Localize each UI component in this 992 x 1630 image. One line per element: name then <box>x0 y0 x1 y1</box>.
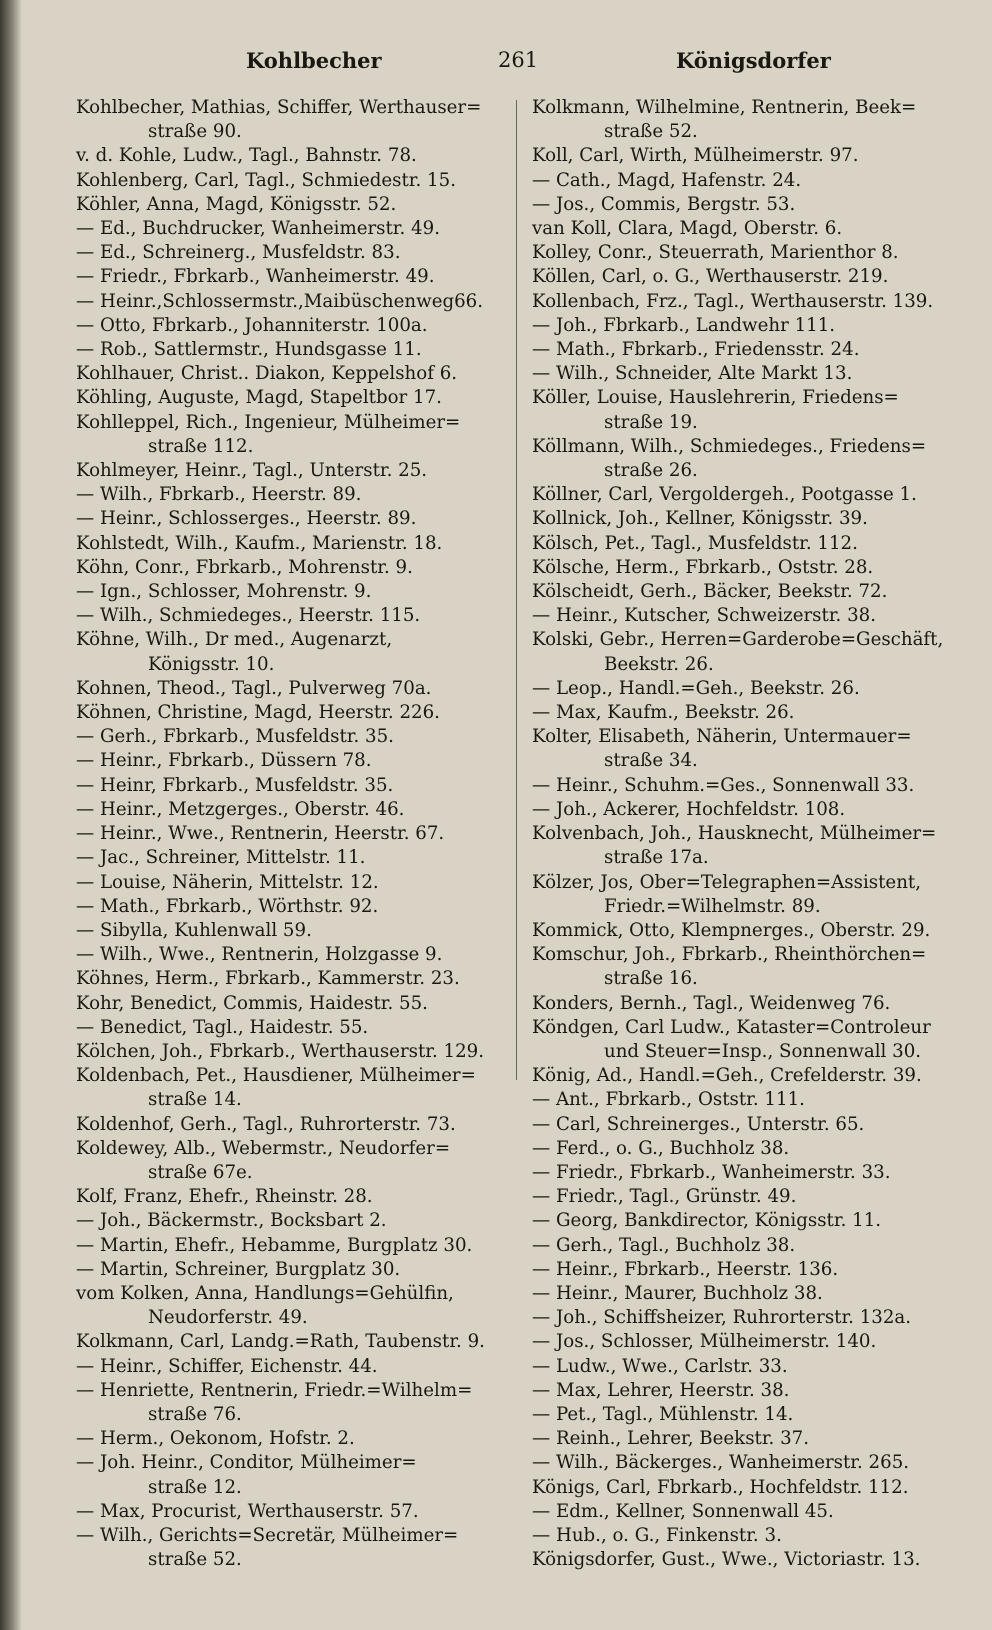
entry-continuation: straße 52. <box>148 1549 242 1571</box>
directory-entry <box>532 314 962 338</box>
directory-entry <box>532 1209 962 1233</box>
right-column <box>532 96 962 1572</box>
directory-entry <box>532 871 962 919</box>
entry-line: — Heinr., Schlosserges., Heerstr. 89. <box>76 508 417 530</box>
entry-line: — Wilh., Wwe., Rentnerin, Holzgasse 9. <box>76 944 443 966</box>
directory-entry <box>76 1282 506 1330</box>
directory-entry <box>76 1379 506 1427</box>
entry-line: — Math., Fbrkarb., Friedensstr. 24. <box>532 339 860 361</box>
directory-entry <box>532 701 962 725</box>
entry-line: — Cath., Magd, Hafenstr. 24. <box>532 169 802 191</box>
directory-entry <box>532 1161 962 1185</box>
entry-line: — Otto, Fbrkarb., Johanniterstr. 100a. <box>76 314 428 336</box>
entry-continuation: straße 34. <box>604 750 698 772</box>
entry-line: — Sibylla, Kuhlenwall 59. <box>76 919 312 941</box>
directory-entry <box>76 846 506 870</box>
directory-entry <box>532 604 962 628</box>
entry-continuation: Beekstr. 26. <box>604 653 714 675</box>
directory-entry <box>532 1016 962 1064</box>
directory-entry <box>532 774 962 798</box>
entry-line: — Martin, Schreiner, Burgplatz 30. <box>76 1258 401 1280</box>
header-last-name: Königsdorfer <box>676 48 831 73</box>
directory-entry <box>76 1524 506 1572</box>
entry-line: — Friedr., Fbrkarb., Wanheimerstr. 33. <box>532 1161 891 1183</box>
entry-line: — Joh., Fbrkarb., Landwehr 111. <box>532 314 836 336</box>
entry-line: — Wilh., Fbrkarb., Heerstr. 89. <box>76 484 362 506</box>
entry-line: Köndgen, Carl Ludw., Kataster=Controleur <box>532 1016 931 1038</box>
entry-line: Kölzer, Jos, Ober=Telegraphen=Assistent, <box>532 871 921 893</box>
directory-entry <box>76 895 506 919</box>
directory-entry <box>76 628 506 676</box>
directory-entry <box>532 1355 962 1379</box>
entry-line: — Wilh., Bäckerges., Wanheimerstr. 265. <box>532 1452 910 1474</box>
directory-entry <box>76 798 506 822</box>
directory-entry <box>76 1355 506 1379</box>
directory-entry <box>76 338 506 362</box>
entry-line: Kohlbecher, Mathias, Schiffer, Werthauser= <box>76 97 482 118</box>
entry-continuation: straße 52. <box>604 121 698 143</box>
entry-continuation: straße 112. <box>148 435 254 457</box>
entry-line: Köhnen, Christine, Magd, Heerstr. 226. <box>76 702 440 724</box>
entry-line: — Wilh., Schmiedeges., Heerstr. 115. <box>76 605 421 627</box>
entry-line: — Ed., Buchdrucker, Wanheimerstr. 49. <box>76 218 440 240</box>
entry-continuation: Neudorferstr. 49. <box>148 1307 308 1329</box>
directory-entry <box>532 532 962 556</box>
directory-entry <box>76 701 506 725</box>
entry-line: — Herm., Oekonom, Hofstr. 2. <box>76 1428 355 1450</box>
directory-entry <box>76 1113 506 1137</box>
directory-entry <box>76 1137 506 1185</box>
entry-line: — Heinr., Kutscher, Schweizerstr. 38. <box>532 605 876 627</box>
entry-line: — Reinh., Lehrer, Beekstr. 37. <box>532 1428 810 1450</box>
directory-entry <box>532 169 962 193</box>
directory-entry <box>532 435 962 483</box>
entry-line: — Wilh., Gerichts=Secretär, Mülheimer= <box>76 1524 459 1546</box>
directory-entry <box>532 1185 962 1209</box>
entry-line: — Heinr., Schuhm.=Ges., Sonnenwall 33. <box>532 774 915 796</box>
entry-line: Koldenhof, Gerh., Tagl., Ruhrorterstr. 73. <box>76 1113 456 1135</box>
directory-entry <box>532 1524 962 1548</box>
entry-line: — Joh., Bäckermstr., Bocksbart 2. <box>76 1210 387 1232</box>
directory-entry <box>76 483 506 507</box>
entry-line: — Heinr., Metzgerges., Oberstr. 46. <box>76 798 405 820</box>
directory-entry <box>532 144 962 168</box>
entry-line: — Jos., Schlosser, Mülheimerstr. 140. <box>532 1331 877 1353</box>
entry-line: — Heinr., Schiffer, Eichenstr. 44. <box>76 1355 378 1377</box>
directory-entry <box>532 1500 962 1524</box>
directory-entry <box>76 459 506 483</box>
directory-entry <box>532 1306 962 1330</box>
entry-line: Köhn, Conr., Fbrkarb., Mohrenstr. 9. <box>76 556 413 578</box>
entry-line: Koll, Carl, Wirth, Mülheimerstr. 97. <box>532 145 859 167</box>
directory-entry <box>532 362 962 386</box>
column-divider <box>516 100 517 1080</box>
entry-line: Kohnen, Theod., Tagl., Pulverweg 70a. <box>76 677 432 699</box>
directory-entry <box>532 290 962 314</box>
directory-entry <box>76 1500 506 1524</box>
entry-continuation: straße 16. <box>604 968 698 990</box>
page-edge-shadow <box>0 0 22 1630</box>
entry-line: Kölsch, Pet., Tagl., Musfeldstr. 112. <box>532 532 858 554</box>
entry-line: — Heinr., Fbrkarb., Düssern 78. <box>76 750 372 772</box>
entry-line: — Henriette, Rentnerin, Friedr.=Wilhelm= <box>76 1379 473 1401</box>
entry-line: Kölsche, Herm., Fbrkarb., Oststr. 28. <box>532 556 874 578</box>
directory-entry <box>76 217 506 241</box>
entry-line: König, Ad., Handl.=Geh., Crefelderstr. 39. <box>532 1065 922 1087</box>
directory-entry <box>532 1258 962 1282</box>
directory-entry <box>532 677 962 701</box>
directory-entry <box>76 1016 506 1040</box>
entry-continuation: straße 76. <box>148 1403 242 1425</box>
entry-line: — Heinr.,Schlossermstr.,Maibüschenweg66. <box>76 290 484 312</box>
entry-line: — Louise, Näherin, Mittelstr. 12. <box>76 871 379 893</box>
page-number: 261 <box>498 48 539 72</box>
entry-line: Kohlhauer, Christ.. Diakon, Keppelshof 6. <box>76 363 458 385</box>
directory-entry <box>76 362 506 386</box>
directory-entry <box>532 507 962 531</box>
directory-entry <box>532 1234 962 1258</box>
directory-entry <box>532 1476 962 1500</box>
entry-line: — Ferd., o. G., Buchholz 38. <box>532 1137 790 1159</box>
directory-entry <box>76 919 506 943</box>
entry-line: — Heinr., Wwe., Rentnerin, Heerstr. 67. <box>76 823 445 845</box>
entry-line: — Wilh., Schneider, Alte Markt 13. <box>532 363 853 385</box>
directory-entry <box>532 798 962 822</box>
entry-continuation: und Steuer=Insp., Sonnenwall 30. <box>604 1040 922 1062</box>
entry-continuation: Königsstr. 10. <box>148 653 275 675</box>
entry-line: — Georg, Bankdirector, Königsstr. 11. <box>532 1210 882 1232</box>
entry-line: — Joh., Schiffsheizer, Ruhrorterstr. 132a. <box>532 1307 912 1329</box>
directory-entry <box>532 1330 962 1354</box>
entry-line: Kohlstedt, Wilh., Kaufm., Marienstr. 18. <box>76 532 443 554</box>
entry-line: Kollenbach, Frz., Tagl., Werthauserstr. 139. <box>532 290 934 312</box>
entry-line: — Jos., Commis, Bergstr. 53. <box>532 193 796 215</box>
directory-entry <box>76 992 506 1016</box>
entry-line: — Ign., Schlosser, Mohrenstr. 9. <box>76 581 372 603</box>
entry-line: — Friedr., Tagl., Grünstr. 49. <box>532 1186 797 1208</box>
directory-entry <box>532 217 962 241</box>
directory-entry <box>532 1379 962 1403</box>
directory-entry <box>76 725 506 749</box>
directory-entry <box>76 386 506 410</box>
directory-entry <box>76 265 506 289</box>
directory-entry <box>76 822 506 846</box>
entry-line: Köllner, Carl, Vergoldergeh., Pootgasse 1. <box>532 484 917 506</box>
entry-line: Kohr, Benedict, Commis, Haidestr. 55. <box>76 992 428 1014</box>
entry-line: Koldewey, Alb., Webermstr., Neudorfer= <box>76 1137 451 1159</box>
entry-line: Konders, Bernh., Tagl., Weidenweg 76. <box>532 992 891 1014</box>
entry-line: Kohlleppel, Rich., Ingenieur, Mülheimer= <box>76 411 461 433</box>
directory-entry <box>76 774 506 798</box>
entry-line: Kohlenberg, Carl, Tagl., Schmiedestr. 15. <box>76 169 456 191</box>
directory-entry <box>76 96 506 144</box>
entry-line: vom Kolken, Anna, Handlungs=Gehülfin, <box>76 1282 454 1304</box>
entry-line: Kölscheidt, Gerh., Bäcker, Beekstr. 72. <box>532 581 888 603</box>
directory-entry <box>76 1258 506 1282</box>
directory-entry <box>76 604 506 628</box>
entry-continuation: straße 17a. <box>604 847 709 869</box>
entry-line: — Ant., Fbrkarb., Oststr. 111. <box>532 1089 805 1111</box>
entry-continuation: straße 26. <box>604 460 698 482</box>
entry-line: Köller, Louise, Hauslehrerin, Friedens= <box>532 387 899 409</box>
directory-entry <box>532 556 962 580</box>
entry-line: Kolski, Gebr., Herren=Garderobe=Geschäft, <box>532 629 944 651</box>
left-column <box>76 96 506 1572</box>
directory-entry <box>76 749 506 773</box>
entry-line: — Heinr., Fbrkarb., Heerstr. 136. <box>532 1258 839 1280</box>
entry-line: — Joh., Ackerer, Hochfeldstr. 108. <box>532 798 846 820</box>
entry-line: Köhnes, Herm., Fbrkarb., Kammerstr. 23. <box>76 968 460 990</box>
directory-entry <box>76 169 506 193</box>
page-header <box>0 48 992 84</box>
directory-entry <box>76 1209 506 1233</box>
directory-entry <box>532 193 962 217</box>
entry-line: Kolkmann, Carl, Landg.=Rath, Taubenstr. 9. <box>76 1331 485 1353</box>
entry-line: Königs, Carl, Fbrkarb., Hochfeldstr. 112. <box>532 1476 909 1498</box>
directory-entry <box>76 314 506 338</box>
directory-entry <box>532 386 962 434</box>
entry-line: Kohlmeyer, Heinr., Tagl., Unterstr. 25. <box>76 460 428 482</box>
entry-line: — Jac., Schreiner, Mittelstr. 11. <box>76 847 366 869</box>
directory-entry <box>76 532 506 556</box>
entry-line: — Edm., Kellner, Sonnenwall 45. <box>532 1500 834 1522</box>
entry-line: Köllmann, Wilh., Schmiedeges., Friedens= <box>532 435 927 457</box>
directory-entry <box>532 725 962 773</box>
directory-entry <box>76 1064 506 1112</box>
entry-line: Kolf, Franz, Ehefr., Rheinstr. 28. <box>76 1186 373 1208</box>
directory-entry <box>532 1282 962 1306</box>
directory-entry <box>532 628 962 676</box>
directory-entry <box>76 193 506 217</box>
directory-entry <box>76 1234 506 1258</box>
entry-line: — Max, Procurist, Werthauserstr. 57. <box>76 1500 419 1522</box>
directory-entry <box>76 241 506 265</box>
entry-line: — Heinr, Fbrkarb., Musfeldstr. 35. <box>76 774 394 796</box>
directory-entry <box>76 556 506 580</box>
entry-line: Koldenbach, Pet., Hausdiener, Mülheimer= <box>76 1065 476 1087</box>
directory-entry <box>532 943 962 991</box>
entry-line: — Martin, Ehefr., Hebamme, Burgplatz 30. <box>76 1234 473 1256</box>
entry-line: Kollnick, Joh., Kellner, Königsstr. 39. <box>532 508 868 530</box>
entry-line: Kommick, Otto, Klempnerges., Oberstr. 29. <box>532 919 931 941</box>
entry-line: — Math., Fbrkarb., Wörthstr. 92. <box>76 895 379 917</box>
entry-line: — Hub., o. G., Finkenstr. 3. <box>532 1524 782 1546</box>
entry-line: — Max, Kaufm., Beekstr. 26. <box>532 702 795 724</box>
directory-entry <box>76 580 506 604</box>
entry-line: — Rob., Sattlermstr., Hundsgasse 11. <box>76 339 422 361</box>
entry-line: Kolkmann, Wilhelmine, Rentnerin, Beek= <box>532 97 917 118</box>
directory-entry <box>532 265 962 289</box>
entry-continuation: straße 67e. <box>148 1161 253 1183</box>
entry-continuation: straße 19. <box>604 411 698 433</box>
directory-entry <box>76 1427 506 1451</box>
directory-entry <box>76 871 506 895</box>
entry-line: — Joh. Heinr., Conditor, Mülheimer= <box>76 1452 417 1474</box>
directory-entry <box>532 822 962 870</box>
directory-entry <box>532 919 962 943</box>
entry-line: v. d. Kohle, Ludw., Tagl., Bahnstr. 78. <box>76 145 417 167</box>
entry-line: — Leop., Handl.=Geh., Beekstr. 26. <box>532 677 860 699</box>
directory-entry <box>76 144 506 168</box>
entry-continuation: straße 12. <box>148 1476 242 1498</box>
entry-line: — Benedict, Tagl., Haidestr. 55. <box>76 1016 369 1038</box>
entry-continuation: Friedr.=Wilhelmstr. 89. <box>604 895 821 917</box>
directory-entry <box>76 943 506 967</box>
entry-line: — Max, Lehrer, Heerstr. 38. <box>532 1379 790 1401</box>
directory-entry <box>532 1548 962 1572</box>
directory-entry <box>532 1137 962 1161</box>
directory-entry <box>532 1403 962 1427</box>
entry-line: — Gerh., Tagl., Buchholz 38. <box>532 1234 796 1256</box>
entry-line: Kölchen, Joh., Fbrkarb., Werthauserstr. 129. <box>76 1040 485 1062</box>
directory-entry <box>76 967 506 991</box>
entry-line: Königsdorfer, Gust., Wwe., Victoriastr. 13. <box>532 1549 921 1571</box>
directory-entry <box>76 1330 506 1354</box>
entry-line: Köllen, Carl, o. G., Werthauserstr. 219. <box>532 266 889 288</box>
directory-entry <box>532 96 962 144</box>
directory-entry <box>532 1088 962 1112</box>
entry-line: — Gerh., Fbrkarb., Musfeldstr. 35. <box>76 726 394 748</box>
directory-entry <box>532 1427 962 1451</box>
directory-entry <box>76 1185 506 1209</box>
directory-entry <box>532 241 962 265</box>
directory-entry <box>532 580 962 604</box>
directory-entry <box>532 338 962 362</box>
directory-entry <box>76 290 506 314</box>
entry-line: van Koll, Clara, Magd, Oberstr. 6. <box>532 218 843 240</box>
entry-line: — Heinr., Maurer, Buchholz 38. <box>532 1282 823 1304</box>
directory-entry <box>76 1040 506 1064</box>
directory-entry <box>532 1113 962 1137</box>
entry-line: — Carl, Schreinerges., Unterstr. 65. <box>532 1113 865 1135</box>
entry-line: Köhler, Anna, Magd, Königsstr. 52. <box>76 193 397 215</box>
entry-line: Komschur, Joh., Fbrkarb., Rheinthörchen= <box>532 944 927 966</box>
entry-line: Kolvenbach, Joh., Hausknecht, Mülheimer= <box>532 823 937 845</box>
directory-entry <box>532 483 962 507</box>
entry-line: — Friedr., Fbrkarb., Wanheimerstr. 49. <box>76 266 435 288</box>
directory-entry <box>76 677 506 701</box>
entry-line: — Pet., Tagl., Mühlenstr. 14. <box>532 1403 794 1425</box>
header-first-name: Kohlbecher <box>246 48 382 73</box>
directory-entry <box>532 992 962 1016</box>
directory-entry <box>76 411 506 459</box>
directory-entry <box>532 1064 962 1088</box>
entry-line: — Ed., Schreinerg., Musfeldstr. 83. <box>76 242 401 264</box>
entry-line: Kolter, Elisabeth, Näherin, Untermauer= <box>532 726 912 748</box>
entry-line: Köhling, Auguste, Magd, Stapeltbor 17. <box>76 387 442 409</box>
directory-entry <box>532 1451 962 1475</box>
entry-continuation: straße 14. <box>148 1089 242 1111</box>
directory-entry <box>76 1451 506 1499</box>
entry-continuation: straße 90. <box>148 121 242 143</box>
directory-entry <box>76 507 506 531</box>
entry-line: Köhne, Wilh., Dr med., Augenarzt, <box>76 629 393 651</box>
entry-line: — Ludw., Wwe., Carlstr. 33. <box>532 1355 788 1377</box>
entry-line: Kolley, Conr., Steuerrath, Marienthor 8. <box>532 242 899 264</box>
